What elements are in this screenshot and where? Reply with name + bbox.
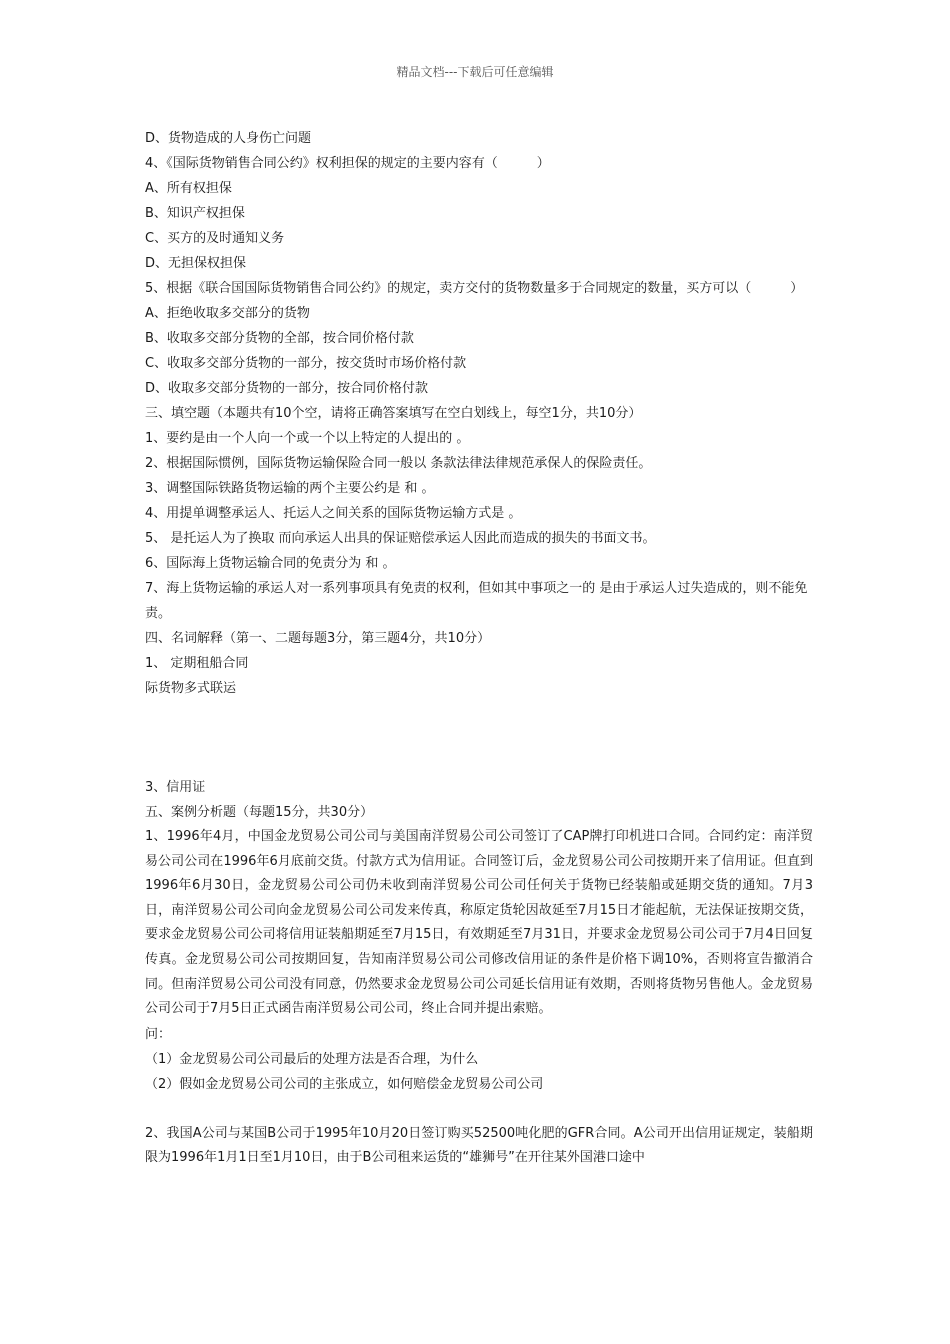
case-1-question-1: （1）金龙贸易公司公司最后的处理方法是否合理，为什么 [145,1051,479,1067]
page-header: 精品文档---下载后可任意编辑 [396,65,554,79]
option-a: A、拒绝收取多交部分的货物 [145,306,310,321]
term-1: 1、 定期租船合同 [145,656,249,671]
option-d: D、收取多交部分货物的一部分，按合同价格付款 [145,381,429,396]
section-heading-5: 五、案例分析题（每题15分，共30分） [145,805,374,820]
spacer [145,1097,813,1122]
fill-blank-3: 3、调整国际铁路货物运输的两个主要公约是 和 。 [145,481,435,496]
fill-blank-6: 6、国际海上货物运输合同的免责分为 和 。 [145,556,396,571]
fill-blank-2: 2、根据国际惯例，国际货物运输保险合同一般以 条款法律法律规范承保人的保险责任。 [145,456,652,471]
option-c: C、收取多交部分货物的一部分，按交货时市场价格付款 [145,356,467,371]
spacer [145,701,813,775]
option-c: C、买方的及时通知义务 [145,231,285,246]
term-3: 3、信用证 [145,780,206,795]
case-2-text: 2、我国A公司与某国B公司于1995年10月20日签订购买52500吨化肥的GFR合同。A公司开出信用证规定，装船期限为1996年1月1日至1月10日，由于B公司租来运货的“雄狮号”在开往某外国港口途中 [145,1125,813,1166]
case-1-text: 1、1996年4月，中国金龙贸易公司公司与美国南洋贸易公司公司签订了CAP牌打印机进口合同。合同约定：南洋贸易公司公司在1996年6月底前交货。付款方式为信用证。合同签订后，金龙贸易公司公司按期开来了信用证。但直到1996年6月30日，金龙贸易公司公司仍未收到南洋贸易公司公司任何关于货物已经装船或延期交货的通知。7月3日，南洋贸易公司公司向金龙贸易公司公司发来传真，称原定货轮因故延至7月15日才能起航，无法保证按期交货，要求金龙贸易公司公司将信用证装船期延至7月15日，有效期延至7月31日，并要求金龙贸易公司公司于7月4日回复传真。金龙贸易公司公司按期回复，告知南洋贸易公司公司修改信用证的条件是价格下调10%，否则将宣告撤消合同。但南洋贸易公司公司没有同意，仍然要求金龙贸易公司公司延长信用证有效期，否则将货物另售他人。金龙贸易公司公司于7月5日正式函告南洋贸易公司公司，终止合同并提出索赔。 [145,829,813,1017]
question-label: 问： [145,1026,172,1042]
option-b: B、知识产权担保 [145,206,245,221]
case-1-question-2: （2）假如金龙贸易公司公司的主张成立，如何赔偿金龙贸易公司公司 [145,1076,544,1092]
document-body [145,126,813,1171]
fill-blank-5: 5、 是托运人为了换取 而向承运人出具的保证赔偿承运人因此而造成的损失的书面文书。 [145,531,656,546]
fill-blank-1: 1、要约是由一个人向一个或一个以上特定的人提出的 。 [145,431,470,446]
option-d: D、无担保权担保 [145,256,247,271]
term-2: 际货物多式联运 [145,681,237,696]
text-line: D、货物造成的人身伤亡问题 [145,131,312,146]
question-5: 5、根据《联合国国际货物销售合同公约》的规定，卖方交付的货物数量多于合同规定的数量，买方可以（ ） [145,281,804,296]
fill-blank-4: 4、用提单调整承运人、托运人之间关系的国际货物运输方式是 。 [145,506,522,521]
fill-blank-7: 7、海上货物运输的承运人对一系列事项具有免责的权利，但如其中事项之一的 是由于承运人过失造成的，则不能免责。 [145,581,808,621]
option-a: A、所有权担保 [145,181,232,196]
option-b: B、收取多交部分货物的全部，按合同价格付款 [145,331,414,346]
question-4: 4、《国际货物销售合同公约》权利担保的规定的主要内容有（ ） [145,156,550,171]
section-heading-4: 四、名词解释（第一、二题每题3分，第三题4分，共10分） [145,631,491,646]
section-heading-3: 三、填空题（本题共有10个空，请将正确答案填写在空白划线上，每空1分，共10分） [145,406,642,421]
